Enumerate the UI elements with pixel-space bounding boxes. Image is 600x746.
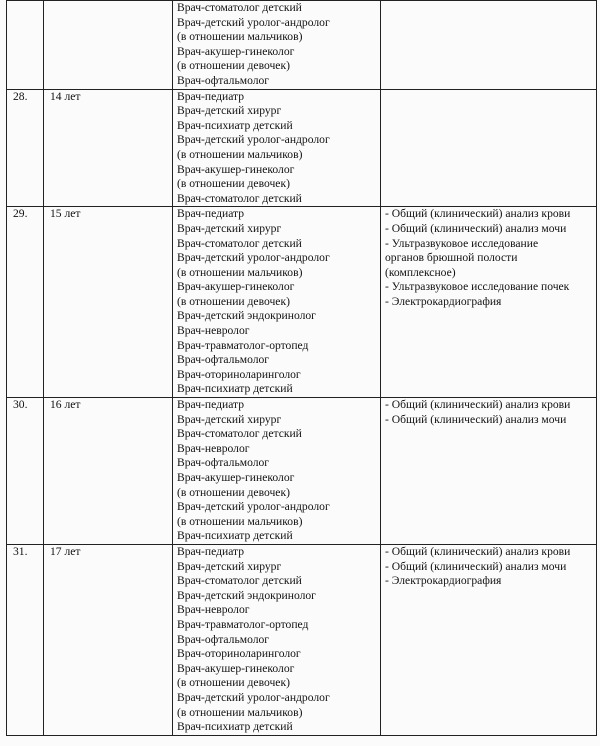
age-cell (44, 1, 173, 90)
specialist-item: (в отношении девочек) (177, 485, 290, 499)
specialist-item: Врач-акушер-гинеколог (177, 661, 295, 675)
specialist-item: Врач-детский эндокринолог (177, 309, 316, 323)
specialists-cell (173, 207, 381, 398)
specialist-item: Врач-офтальмолог (177, 632, 270, 646)
specialist-item: Врач-офтальмолог (177, 456, 270, 470)
specialist-item: Врач-офтальмолог (177, 73, 270, 87)
specialist-item: Врач-акушер-гинеколог (177, 471, 295, 484)
specialist-item: Врач-психиатр детский (177, 118, 293, 132)
specialist-item: Врач-педиатр (177, 544, 245, 558)
specialist-item: Врач-невролог (177, 324, 250, 338)
specialist-item: Врач-невролог (177, 603, 250, 617)
specialist-item: Врач-детский уролог-андролог (177, 15, 330, 29)
specialist-item: (в отношении девочек) (177, 177, 290, 191)
specialist-item: Врач-оториноларинголог (177, 367, 301, 381)
table-row (7, 398, 597, 545)
row-number-cell: 30. (7, 398, 44, 545)
specialist-item: Врач-детский уролог-андролог (177, 690, 330, 704)
specialist-item: Врач-стоматолог детский (177, 236, 302, 250)
specialist-item: (в отношении девочек) (177, 294, 290, 308)
specialist-item: (в отношении девочек) (177, 59, 290, 73)
test-item: - Электрокардиография (385, 574, 502, 588)
specialist-item: (в отношении девочек) (177, 676, 290, 690)
tests-cell (381, 207, 597, 398)
test-item: - Ультразвуковое исследование (385, 236, 539, 250)
specialist-item: (в отношении мальчиков) (177, 265, 303, 279)
tests-cell (381, 544, 597, 735)
table-row (7, 1, 597, 90)
specialist-item: Врач-детский хирург (177, 104, 282, 118)
specialist-item: Врач-педиатр (177, 398, 245, 412)
specialists-cell (173, 89, 381, 207)
specialist-item: Врач-детский хирург (177, 559, 282, 573)
table-body (7, 1, 597, 736)
test-item: - Электрокардиография (385, 294, 502, 308)
test-item: (комплексное) (385, 265, 456, 279)
specialist-item: Врач-психиатр детский (177, 529, 293, 543)
examination-schedule-table (6, 0, 597, 736)
test-item: - Общий (клинический) анализ мочи (385, 412, 567, 426)
specialist-item: Врач-педиатр (177, 89, 245, 103)
test-item: - Общий (клинический) анализ крови (385, 207, 571, 221)
specialists-cell (173, 398, 381, 545)
specialist-item: Врач-офтальмолог (177, 353, 270, 367)
specialist-item: Врач-детский уролог-андролог (177, 251, 330, 265)
test-item: - Общий (клинический) анализ мочи (385, 559, 567, 573)
tests-cell (381, 1, 597, 90)
specialist-item: Врач-стоматолог детский (177, 191, 302, 205)
specialist-item: (в отношении мальчиков) (177, 705, 303, 719)
specialist-item: Врач-детский хирург (177, 221, 282, 235)
specialist-item: Врач-травматолог-ортопед (177, 338, 309, 352)
table-row (7, 207, 597, 398)
specialist-item: Врач-оториноларинголог (177, 647, 301, 661)
test-item: - Общий (клинический) анализ мочи (385, 221, 567, 235)
specialists-cell (173, 1, 381, 90)
row-number-cell: 29. (7, 207, 44, 398)
specialist-item: Врач-психиатр детский (177, 382, 293, 396)
row-number-cell: 28. (7, 89, 44, 207)
age-cell: 16 лет (44, 398, 173, 545)
test-item: - Ультразвуковое исследование почек (385, 280, 570, 294)
specialist-item: Врач-педиатр (177, 207, 245, 221)
row-number-cell: 31. (7, 544, 44, 735)
age-cell: 15 лет (44, 207, 173, 398)
table-row (7, 89, 597, 207)
specialist-item: Врач-детский эндокринолог (177, 588, 316, 602)
test-item: - Общий (клинический) анализ крови (385, 544, 571, 558)
specialist-item: (в отношении мальчиков) (177, 514, 303, 528)
specialist-item: Врач-стоматолог детский (177, 574, 302, 588)
specialist-item: (в отношении мальчиков) (177, 30, 303, 44)
test-item: - Общий (клинический) анализ крови (385, 398, 571, 412)
specialist-item: Врач-детский уролог-андролог (177, 133, 330, 147)
specialist-item: (в отношении мальчиков) (177, 147, 303, 161)
tests-cell (381, 89, 597, 207)
row-number-cell (7, 1, 44, 90)
specialists-cell (173, 544, 381, 735)
specialist-item: Врач-акушер-гинеколог (177, 44, 295, 58)
specialist-item: Врач-невролог (177, 441, 250, 455)
specialist-item: Врач-акушер-гинеколог (177, 162, 295, 176)
table-row (7, 544, 597, 735)
age-cell: 17 лет (44, 544, 173, 735)
tests-cell (381, 398, 597, 545)
specialist-item: Врач-стоматолог детский (177, 427, 302, 441)
age-cell: 14 лет (44, 89, 173, 207)
specialist-item: Врач-акушер-гинеколог (177, 280, 295, 294)
specialist-item: Врач-стоматолог детский (177, 1, 302, 14)
specialist-item: Врач-травматолог-ортопед (177, 617, 309, 631)
specialist-item: Врач-детский хирург (177, 412, 282, 426)
specialist-item: Врач-детский уролог-андролог (177, 500, 330, 514)
test-item: органов брюшной полости (385, 251, 518, 265)
specialist-item: Врач-психиатр детский (177, 720, 293, 734)
